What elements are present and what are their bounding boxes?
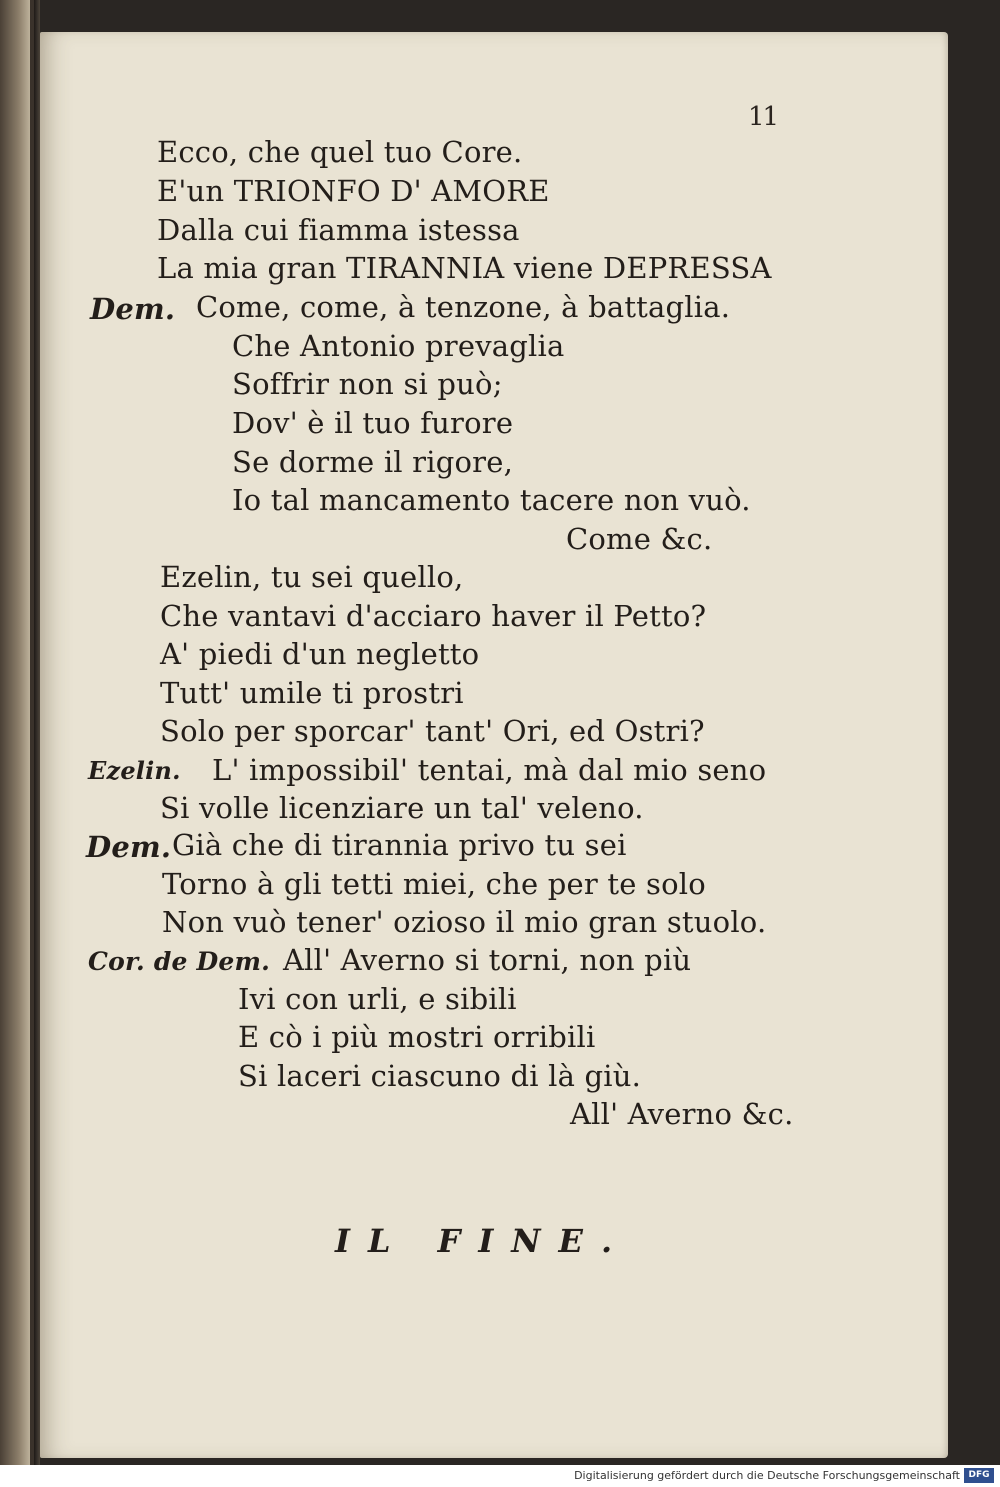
verse-line: Si laceri ciascuno di là giù. — [238, 1059, 642, 1093]
dfg-logo: DFG — [964, 1468, 994, 1483]
verse-line: Che Antonio prevaglia — [232, 329, 565, 363]
verse-line: A' piedi d'un negletto — [160, 637, 480, 671]
verse-line: All' Averno &c. — [570, 1097, 794, 1131]
verse-line: Non vuò tener' ozioso il mio gran stuolo. — [162, 905, 767, 939]
verse-line: Dov' è il tuo furore — [232, 406, 514, 440]
verse-line: Torno à gli tetti miei, che per te solo — [162, 867, 706, 901]
speaker-label: Ezelin. — [88, 756, 181, 785]
verse-line: E cò i più mostri orribili — [238, 1020, 596, 1054]
verse-line: Solo per sporcar' tant' Ori, ed Ostri? — [160, 714, 705, 748]
footer-credit: Digitalisierung gefördert durch die Deutsche Forschungsgemeinschaft — [574, 1469, 960, 1482]
verse-line: Ezelin, tu sei quello, — [160, 560, 464, 594]
page-number: 11 — [748, 102, 778, 132]
colophon: IL FINE. — [335, 1222, 631, 1260]
verse-line: All' Averno si torni, non più — [283, 943, 692, 977]
speaker-label: Dem. — [86, 830, 172, 864]
verse-line: E'un TRIONFO D' AMORE — [157, 174, 550, 208]
verse-line: Ecco, che quel tuo Core. — [157, 135, 523, 169]
verse-line: Già che di tirannia privo tu sei — [172, 828, 627, 862]
verse-line: Che vantavi d'acciaro haver il Petto? — [160, 599, 707, 633]
verse-line: Si volle licenziare un tal' veleno. — [160, 791, 644, 825]
verse-line: L' impossibil' tentai, mà dal mio seno — [212, 753, 767, 787]
facing-page-edge — [0, 0, 34, 1465]
verse-line: Io tal mancamento tacere non vuò. — [232, 483, 751, 517]
verse-line: Come &c. — [566, 522, 713, 556]
verse-line: Dalla cui fiamma istessa — [157, 213, 520, 247]
verse-line: La mia gran TIRANNIA viene DEPRESSA — [157, 251, 772, 285]
verse-line: Come, come, à tenzone, à battaglia. — [196, 290, 731, 324]
speaker-label: Cor. de Dem. — [88, 947, 271, 976]
verse-line: Soffrir non si può; — [232, 367, 503, 401]
verse-line: Ivi con urli, e sibili — [238, 982, 517, 1016]
speaker-label: Dem. — [90, 292, 176, 326]
verse-line: Tutt' umile ti prostri — [160, 676, 464, 710]
footer-bar — [0, 1465, 1000, 1487]
verse-line: Se dorme il rigore, — [232, 445, 513, 479]
